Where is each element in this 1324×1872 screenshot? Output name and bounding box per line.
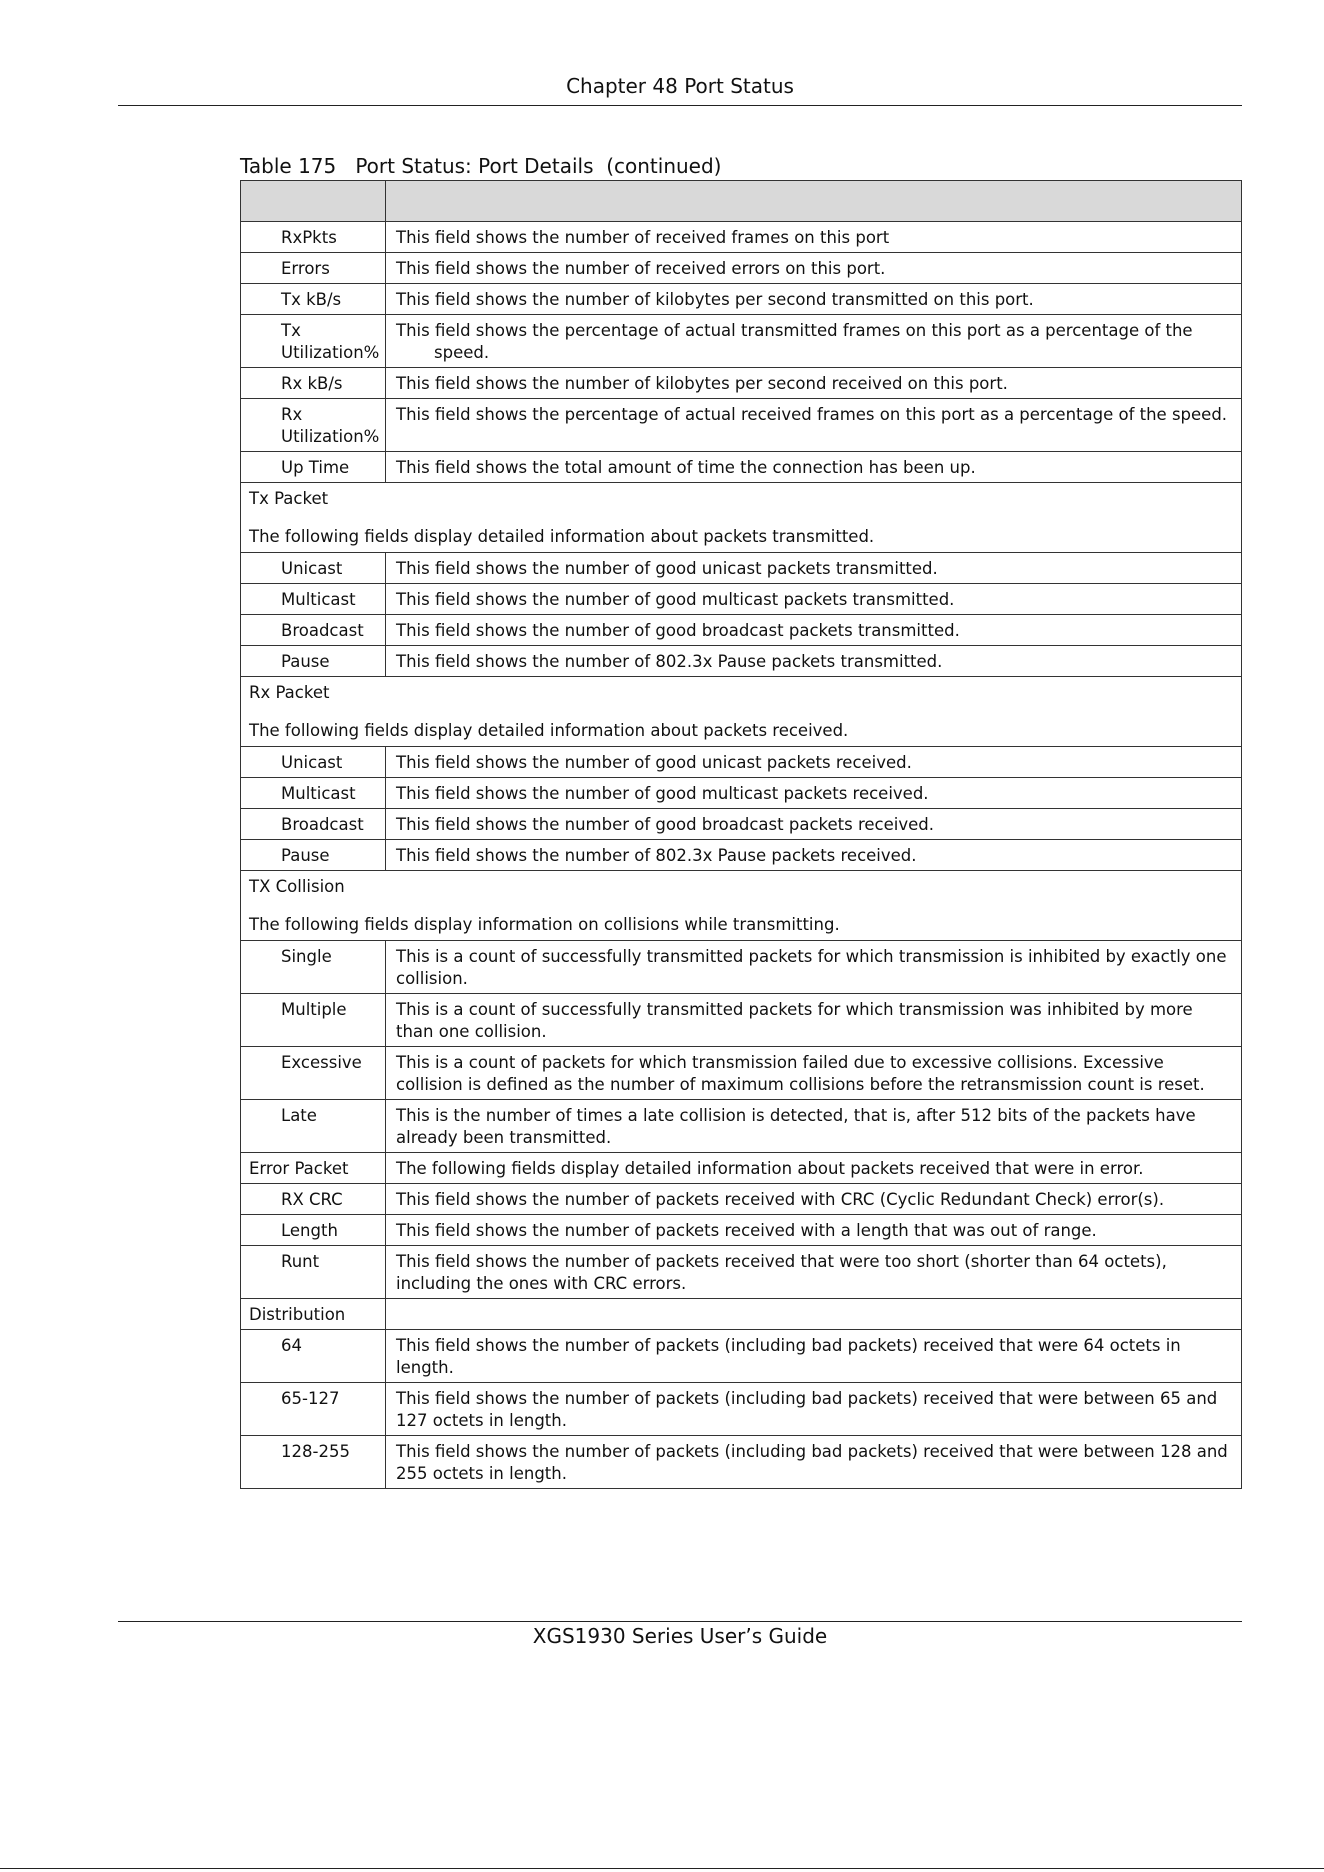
field-label: Rx kB/s xyxy=(241,368,386,399)
header-divider xyxy=(118,105,1242,106)
field-label: RX CRC xyxy=(241,1184,386,1215)
field-description: This is the number of times a late collision is detected, that is, after 512 bits of the packets have already been transmitted. xyxy=(386,1100,1242,1153)
section-cell xyxy=(241,871,1242,941)
field-label: Length xyxy=(241,1215,386,1246)
field-description: This field shows the number of 802.3x Pause packets transmitted. xyxy=(386,646,1242,677)
section-title: TX Collision xyxy=(249,877,345,896)
field-label: Late xyxy=(241,1100,386,1153)
guide-footer: XGS1930 Series User’s Guide xyxy=(532,1624,828,1648)
field-label: RxPkts xyxy=(241,222,386,253)
field-label-line: Utilization% xyxy=(281,343,380,362)
field-label: 64 xyxy=(241,1330,386,1383)
field-description: This field shows the number of good broadcast packets transmitted. xyxy=(386,615,1242,646)
table-row xyxy=(241,368,1242,399)
field-label: Rx Utilization% xyxy=(241,399,386,452)
field-description: This field shows the number of packets (including bad packets) received that were between 65 and 127 octets in length. xyxy=(386,1383,1242,1436)
field-description: This field shows the number of packets received with CRC (Cyclic Redundant Check) error(s). xyxy=(386,1184,1242,1215)
field-description: This field shows the number of packets (including bad packets) received that were between 128 and 255 octets in length. xyxy=(386,1436,1242,1489)
table-row xyxy=(241,222,1242,253)
field-label: 128-255 xyxy=(241,1436,386,1489)
table-row xyxy=(241,1436,1242,1489)
table-row xyxy=(241,840,1242,871)
table-row xyxy=(241,1246,1242,1299)
table-row xyxy=(241,584,1242,615)
section-row xyxy=(241,677,1242,747)
field-label: Tx kB/s xyxy=(241,284,386,315)
field-label: Multicast xyxy=(241,584,386,615)
field-description: This field shows the number of good unicast packets transmitted. xyxy=(386,553,1242,584)
table-row xyxy=(241,809,1242,840)
section-row xyxy=(241,483,1242,553)
table-row xyxy=(241,1330,1242,1383)
table-row xyxy=(241,747,1242,778)
table-row xyxy=(241,1100,1242,1153)
table-row xyxy=(241,1047,1242,1100)
field-description-line: speed. xyxy=(434,343,490,362)
field-description: This field shows the number of good multicast packets transmitted. xyxy=(386,584,1242,615)
field-description: This field shows the total amount of time the connection has been up. xyxy=(386,452,1242,483)
field-description: This field shows the number of received errors on this port. xyxy=(386,253,1242,284)
table-row xyxy=(241,284,1242,315)
table-row xyxy=(241,553,1242,584)
field-description: This is a count of successfully transmitted packets for which transmission was inhibited by more than one collision. xyxy=(386,994,1242,1047)
category-description: The following fields display detailed information about packets received that were in error. xyxy=(386,1153,1242,1184)
chapter-header: Chapter 48 Port Status xyxy=(566,74,794,98)
field-description xyxy=(386,315,1242,368)
field-label: Unicast xyxy=(241,747,386,778)
category-label: Error Packet xyxy=(241,1153,386,1184)
field-description: This field shows the number of kilobytes per second received on this port. xyxy=(386,368,1242,399)
field-description: This field shows the number of packets received that were too short (shorter than 64 octets), including the ones with CRC errors. xyxy=(386,1246,1242,1299)
category-label: Distribution xyxy=(241,1299,386,1330)
field-description: This field shows the number of received frames on this port xyxy=(386,222,1242,253)
field-description: This is a count of successfully transmitted packets for which transmission is inhibited by exactly one collision. xyxy=(386,941,1242,994)
field-description: This field shows the number of packets (including bad packets) received that were 64 octets in length. xyxy=(386,1330,1242,1383)
field-label: Broadcast xyxy=(241,615,386,646)
field-description: This field shows the number of packets received with a length that was out of range. xyxy=(386,1215,1242,1246)
table-header-row xyxy=(241,181,1242,222)
category-description xyxy=(386,1299,1242,1330)
section-cell xyxy=(241,677,1242,747)
field-description-line: This field shows the percentage of actual transmitted frames on this port as a percentage of the xyxy=(396,321,1193,340)
section-title: Rx Packet xyxy=(249,683,330,702)
table-row xyxy=(241,778,1242,809)
field-label: Excessive xyxy=(241,1047,386,1100)
port-details-table xyxy=(240,180,1242,1489)
table-row xyxy=(241,646,1242,677)
section-row xyxy=(241,871,1242,941)
field-description: This field shows the percentage of actual received frames on this port as a percentage of the speed. xyxy=(386,399,1242,452)
section-description: The following fields display detailed information about packets transmitted. xyxy=(249,527,875,546)
field-description: This is a count of packets for which transmission failed due to excessive collisions. Excessive collision is defined as the number of maximum collisions before the retransmission count is reset. xyxy=(386,1047,1242,1100)
category-row xyxy=(241,1153,1242,1184)
field-label xyxy=(241,315,386,368)
header-cell-label xyxy=(241,181,386,222)
field-label-line: Tx xyxy=(281,321,301,340)
field-label: Runt xyxy=(241,1246,386,1299)
field-description: This field shows the number of kilobytes per second transmitted on this port. xyxy=(386,284,1242,315)
table-row xyxy=(241,1215,1242,1246)
field-label: Multicast xyxy=(241,778,386,809)
field-label: Multiple xyxy=(241,994,386,1047)
field-label: Up Time xyxy=(241,452,386,483)
table-row xyxy=(241,253,1242,284)
section-description: The following fields display detailed information about packets received. xyxy=(249,721,849,740)
field-label: Unicast xyxy=(241,553,386,584)
section-description: The following fields display information on collisions while transmitting. xyxy=(249,915,840,934)
table-row xyxy=(241,399,1242,452)
field-description: This field shows the number of good broadcast packets received. xyxy=(386,809,1242,840)
table-row xyxy=(241,941,1242,994)
table-row xyxy=(241,1383,1242,1436)
field-description: This field shows the number of good multicast packets received. xyxy=(386,778,1242,809)
table-row xyxy=(241,1184,1242,1215)
category-row xyxy=(241,1299,1242,1330)
table-row xyxy=(241,452,1242,483)
field-label: Broadcast xyxy=(241,809,386,840)
field-label: Single xyxy=(241,941,386,994)
field-label: 65-127 xyxy=(241,1383,386,1436)
table-row xyxy=(241,615,1242,646)
page-bottom-divider xyxy=(0,1868,1324,1869)
section-cell xyxy=(241,483,1242,553)
table-row xyxy=(241,994,1242,1047)
table-caption: Table 175 Port Status: Port Details (continued) xyxy=(240,154,722,178)
header-cell-description xyxy=(386,181,1242,222)
field-description: This field shows the number of 802.3x Pause packets received. xyxy=(386,840,1242,871)
section-title: Tx Packet xyxy=(249,489,329,508)
field-label: Errors xyxy=(241,253,386,284)
field-label: Pause xyxy=(241,646,386,677)
field-label: Pause xyxy=(241,840,386,871)
field-description: This field shows the number of good unicast packets received. xyxy=(386,747,1242,778)
table-row xyxy=(241,315,1242,368)
